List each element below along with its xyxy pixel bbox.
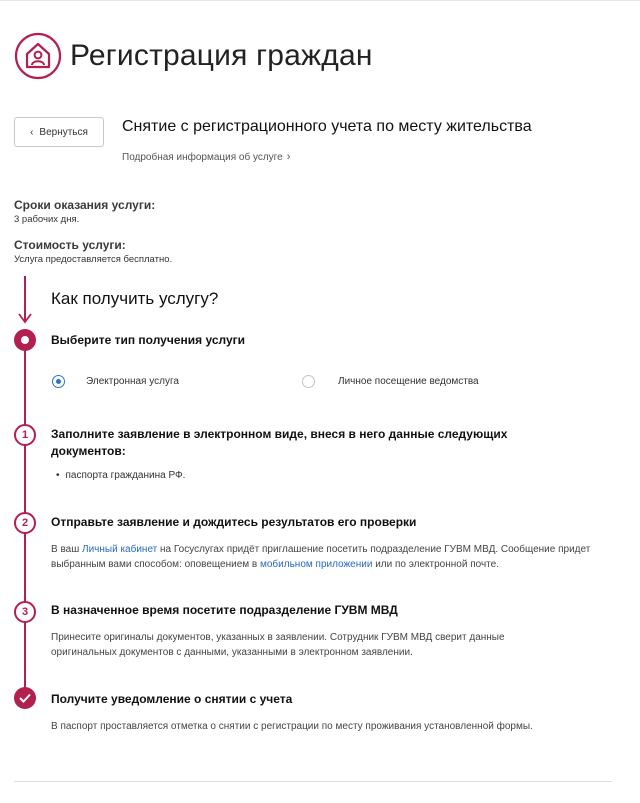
- step-title: Получите уведомление о снятии с учета: [51, 692, 293, 706]
- step-number-3: 3: [14, 601, 36, 623]
- chevron-right-icon: ›: [286, 151, 291, 163]
- chevron-left-icon: ‹: [30, 126, 34, 138]
- radio-personal-visit[interactable]: [302, 375, 315, 388]
- step-title: В назначенное время посетите подразделение ГУВМ МВД: [51, 603, 398, 617]
- house-person-icon: [14, 32, 62, 80]
- step-title: Выберите тип получения услуги: [51, 333, 246, 347]
- step-description: Принесите оригиналы документов, указанных в заявлении. Сотрудник ГУВМ МВД сверит данные оригинальных документов с данными, указанными в электронном заявлении.: [51, 632, 505, 658]
- step-title: Отправьте заявление и дождитесь результатов его проверки: [51, 515, 417, 529]
- radio-label[interactable]: Электронная услуга: [86, 376, 179, 387]
- mobile-app-link[interactable]: мобильном приложении: [260, 559, 373, 570]
- step-description: В паспорт проставляется отметка о снятии с регистрации по месту проживания установленной формы.: [51, 721, 533, 732]
- radio-label[interactable]: Личное посещение ведомства: [338, 376, 479, 387]
- radio-electronic-service[interactable]: [52, 375, 65, 388]
- page-header: [14, 32, 373, 80]
- arrow-down-icon: [18, 311, 32, 325]
- cost-label: Стоимость услуги:: [14, 238, 126, 252]
- details-link-label: Подробная информация об услуге: [122, 152, 283, 163]
- bottom-divider: [14, 781, 612, 782]
- document-list-item: • паспорта гражданина РФ.: [56, 470, 185, 481]
- step-number-1: 1: [14, 424, 36, 446]
- step-complete-marker: [14, 687, 36, 709]
- terms-label: Сроки оказания услуги:: [14, 198, 156, 212]
- step-description: В ваш Личный кабинет на Госуслугах придёт приглашение посетить подразделение ГУВМ МВД. Сообщение придет выбранным вами способом: оповещением в мобильном приложении или по электронной почте.: [51, 544, 591, 570]
- check-icon: [19, 693, 31, 703]
- page-title: Регистрация граждан: [70, 39, 373, 72]
- how-to-get-title: Как получить услугу?: [51, 289, 219, 308]
- service-details-link[interactable]: [122, 151, 290, 163]
- back-button[interactable]: [14, 117, 104, 147]
- step-number-2: 2: [14, 512, 36, 534]
- step-marker-current: [14, 329, 36, 351]
- top-divider: [0, 0, 640, 1]
- step-title: Заполните заявление в электронном виде, внеся в него данные следующих документов:: [51, 427, 508, 458]
- service-title: Снятие с регистрационного учета по месту жительства: [122, 118, 532, 135]
- terms-value: 3 рабочих дня.: [14, 214, 80, 225]
- cost-value: Услуга предоставляется бесплатно.: [14, 254, 173, 265]
- back-button-label: Вернуться: [39, 126, 88, 138]
- personal-account-link[interactable]: Личный кабинет: [82, 544, 158, 555]
